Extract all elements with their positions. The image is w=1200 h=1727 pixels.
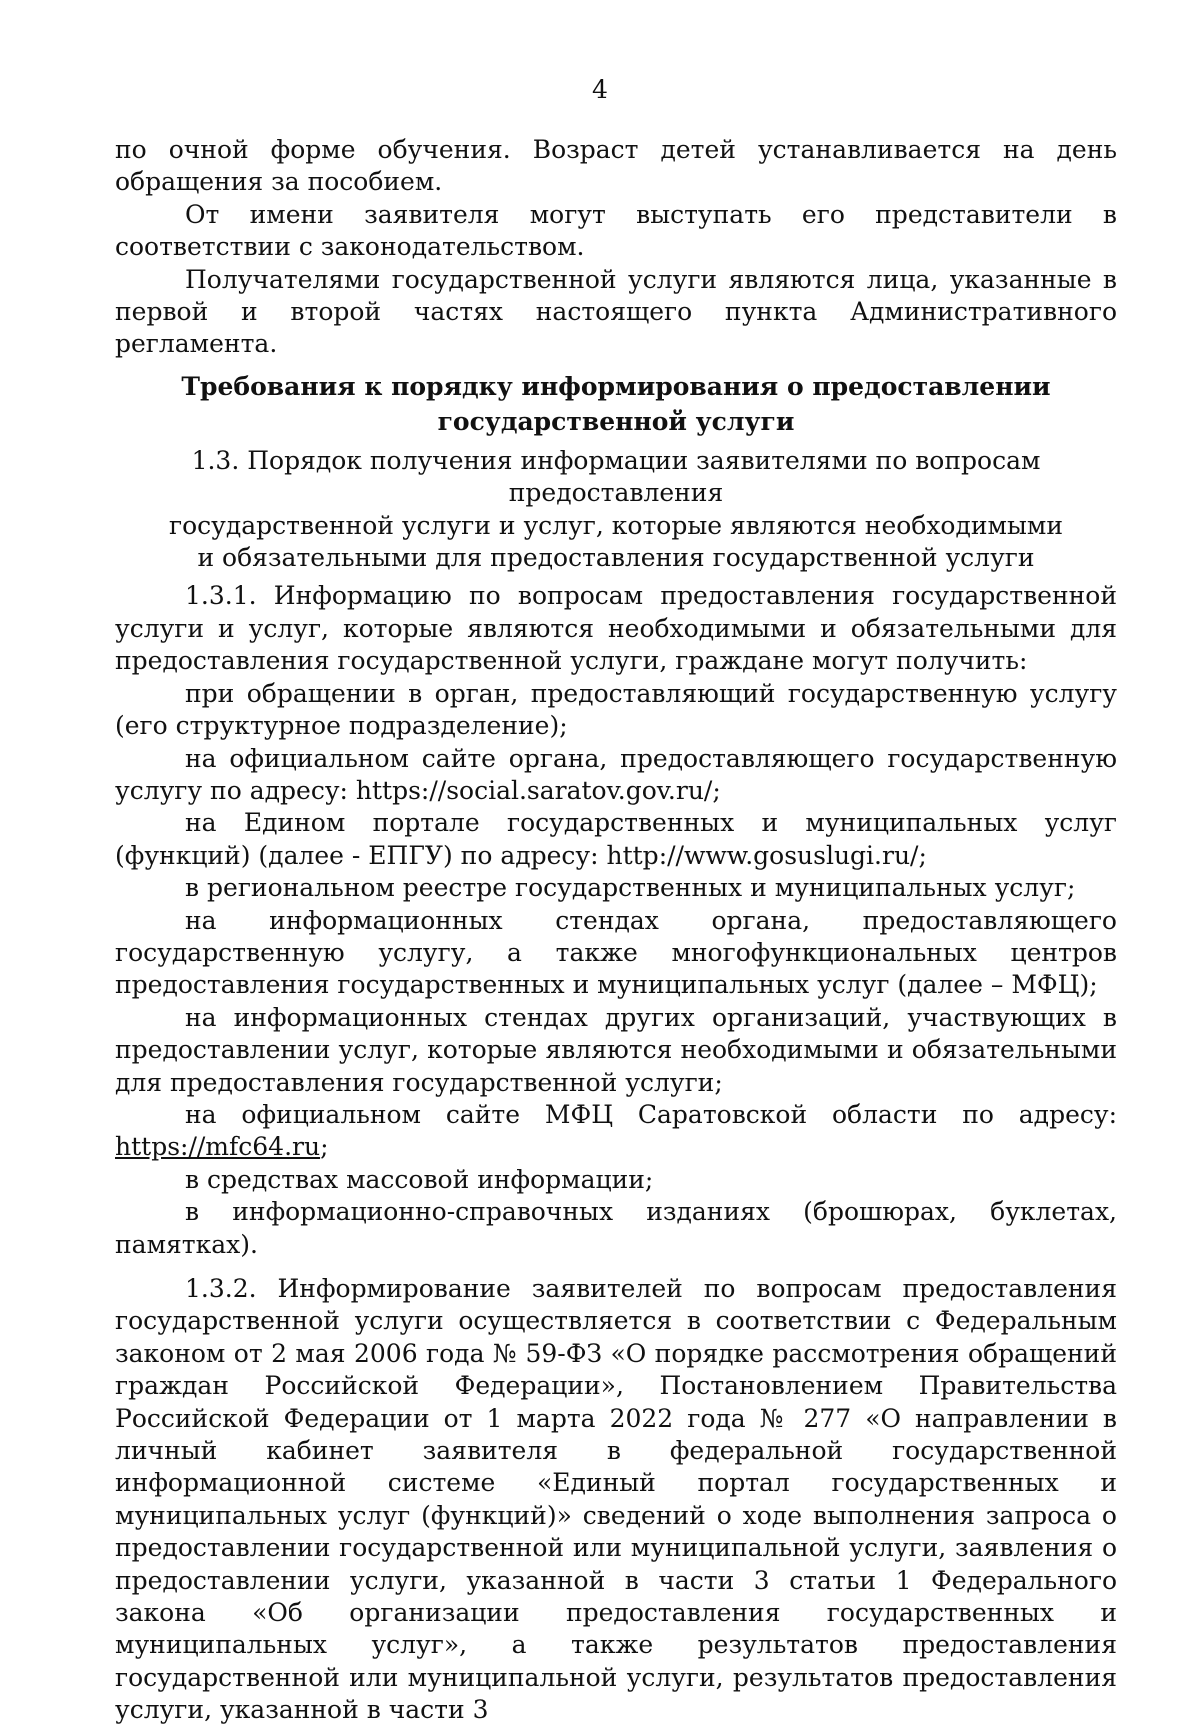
list-item-other-stands: на информационных стендах других организаций, участвующих в предоставлении услуг, которые являются необходимыми и обязательными для предоставления государственной услуги; (115, 1002, 1117, 1097)
document-body (115, 134, 1117, 1727)
paragraph-continuation: по очной форме обучения. Возраст детей устанавливается на день обращения за пособием. (115, 135, 1117, 197)
list-item-office: при обращении в орган, предоставляющий государственную услугу (его структурное подразделение); (115, 678, 1117, 741)
paragraph-recipients: Получателями государственной услуги являются лица, указанные в первой и второй частях настоящего пункта Административного регламента. (115, 264, 1117, 359)
mfc-link[interactable]: https://mfc64.ru (115, 1132, 321, 1162)
subsection-title-line: государственной услуги и услуг, которые являются необходимыми (169, 510, 1063, 540)
list-item-registry: в региональном реестре государственных и муниципальных услуг; (185, 873, 1076, 903)
subsection-title (115, 445, 1117, 575)
section-heading: Требования к порядку информирования о предоставлении государственной услуги (181, 371, 1051, 436)
list-item-mfc-text: на официальном сайте МФЦ Саратовской области по адресу: (185, 1099, 1117, 1129)
list-item-mfc-site (115, 1099, 1117, 1164)
list-item-info-stands: на информационных стендах органа, предоставляющего государственную услугу, а также многофункциональных центров предоставления государственных и муниципальных услуг (далее – МФЦ); (115, 905, 1117, 1000)
list-item-publications: в информационно-справочных изданиях (брошюрах, буклетах, памятках). (115, 1197, 1117, 1259)
paragraph-representatives: От имени заявителя могут выступать его представители в соответствии с законодательством. (115, 199, 1117, 262)
paragraph-131-intro: 1.3.1. Информацию по вопросам предоставления государственной услуги и услуг, которые являются необходимыми и обязательными для предоставления государственной услуги, граждане могут получить: (115, 581, 1117, 676)
list-item-official-site: на официальном сайте органа, предоставляющего государственную услугу по адресу: https://social.saratov.gov.ru/; (115, 743, 1117, 805)
list-item-epgu: на Едином портале государственных и муниципальных услуг (функций) (далее - ЕПГУ) по адресу: http://www.gosuslugi.ru/; (115, 808, 1117, 870)
paragraph-132: 1.3.2. Информирование заявителей по вопросам предоставления государственной услуги осуществляется в соответствии с Федеральным законом от 2 мая 2006 года № 59-ФЗ «О порядке рассмотрения обращений граждан Российской Федерации», Постановлением Правительства Российской Федерации от 1 марта 2022 года № 277 «О направлении в личный кабинет заявителя в федеральной государственной информационной системе «Единый портал государственных и муниципальных услуг (функций)» сведений о ходе выполнения запроса о предоставлении государственной или муниципальной услуги, заявления о предоставлении услуги, указанной в части 3 статьи 1 Федерального закона «Об организации предоставления государственных и муниципальных услуг», а также результатов предоставления государственной или муниципальной услуги, результатов предоставления услуги, указанной в части 3 (115, 1274, 1117, 1725)
subsection-title-line: 1.3. Порядок получения информации заявителями по вопросам предоставления (191, 445, 1041, 508)
subsection-title-line: и обязательными для предоставления государственной услуги (197, 543, 1035, 573)
list-item-mass-media: в средствах массовой информации; (185, 1164, 654, 1194)
page-number: 4 (592, 75, 608, 104)
list-item-mfc-end: ; (320, 1132, 329, 1162)
